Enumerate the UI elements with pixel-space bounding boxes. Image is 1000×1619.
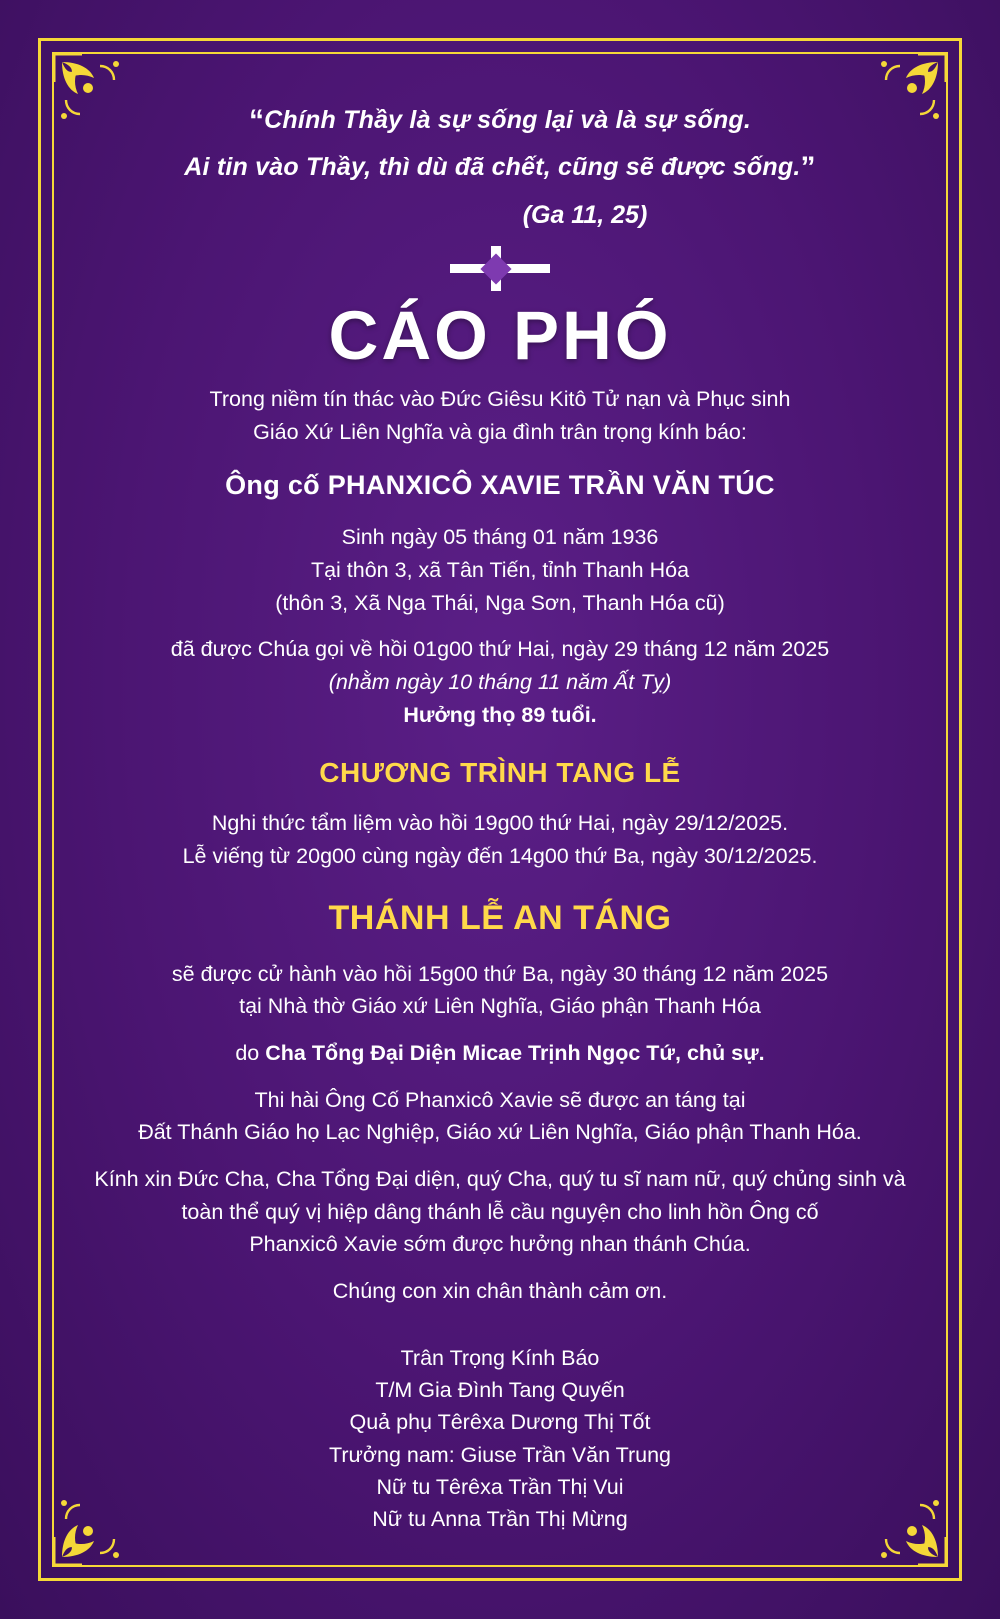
signature-line-2: T/M Gia Đình Tang Quyến [375,1378,625,1403]
signature-block [70,1342,930,1536]
mass-heading: THÁNH LỄ AN TÁNG [328,898,672,937]
close-quote: ” [800,150,816,184]
poster-content [70,70,930,1549]
request-line-2: toàn thể quý vị hiệp dâng thánh lễ cầu nguyện cho linh hồn Ông cố [181,1199,819,1224]
request-line-3: Phanxicô Xavie sớm được hưởng nhan thánh Chúa. [249,1232,751,1257]
open-quote: “ [248,104,265,137]
celebrant-line [70,1037,930,1070]
mass-line-2: tại Nhà thờ Giáo xứ Liên Nghĩa, Giáo phận Thanh Hóa [239,994,761,1019]
deceased-name: Ông cố PHANXICÔ XAVIE TRẦN VĂN TÚC [225,470,775,501]
burial-line-2: Đất Thánh Giáo họ Lạc Nghiệp, Giáo xứ Liên Nghĩa, Giáo phận Thanh Hóa. [138,1120,862,1145]
birth-line-2: Tại thôn 3, xã Tân Tiến, tỉnh Thanh Hóa [310,558,690,583]
signature-line-5: Nữ tu Têrêxa Trần Thị Vui [376,1474,624,1499]
death-line-1: đã được Chúa gọi về hồi 01g00 thứ Hai, ngày 29 tháng 12 năm 2025 [170,637,830,662]
program-line-1: Nghi thức tẩm liệm vào hồi 19g00 thứ Hai, ngày 29/12/2025. [211,811,789,836]
death-age: Hưởng thọ 89 tuổi. [403,702,597,727]
mass-line-1: sẽ được cử hành vào hồi 15g00 thứ Ba, ngày 30 tháng 12 năm 2025 [171,961,829,986]
scripture-line-2 [70,145,930,192]
celebrant-name: Cha Tổng Đại Diện Micae Trịnh Ngọc Tứ, chủ sự. [265,1041,765,1066]
signature-line-3: Quả phụ Têrêxa Dương Thị Tốt [349,1410,651,1435]
signature-line-6: Nữ tu Anna Trần Thị Mừng [372,1507,628,1532]
scripture-reference-row [70,191,930,230]
scripture-line-1 [70,98,930,145]
thanks-line: Chúng con xin chân thành cảm ơn. [332,1279,668,1304]
signature-line-1: Trân Trọng Kính Báo [400,1345,600,1370]
scripture-reference: (Ga 11, 25) [522,201,648,229]
signature-line-4: Trưởng nam: Giuse Trần Văn Trung [329,1442,671,1467]
death-lunar-date: (nhằm ngày 10 tháng 11 năm Ất Tỵ) [328,670,672,695]
birth-line-1: Sinh ngày 05 tháng 01 năm 1936 [341,525,659,550]
scripture-text-1: Chính Thầy là sự sống lại và là sự sống. [264,106,752,134]
celebrant-prefix: do [235,1041,266,1066]
program-line-2: Lễ viếng từ 20g00 cùng ngày đến 14g00 thứ Ba, ngày 30/12/2025. [182,844,818,869]
burial-line-1: Thi hài Ông Cố Phanxicô Xavie sẽ được an táng tại [254,1087,746,1112]
intro-line-2: Giáo Xứ Liên Nghĩa và gia đình trân trọng kính báo: [253,419,747,444]
scripture-quote [70,98,930,191]
birth-line-3: (thôn 3, Xã Nga Thái, Nga Sơn, Thanh Hóa cũ) [275,590,725,615]
scripture-text-2: Ai tin vào Thầy, thì dù đã chết, cũng sẽ được sống. [184,152,801,181]
program-heading: CHƯƠNG TRÌNH TANG LỄ [319,757,681,789]
request-line-1: Kính xin Đức Cha, Cha Tổng Đại diện, quý Cha, quý tu sĩ nam nữ, quý chủng sinh và [94,1167,906,1192]
page-title: CÁO PHÓ [328,297,672,374]
intro-line-1: Trong niềm tín thác vào Đức Giêsu Kitô Tử nạn và Phục sinh [209,387,791,411]
cross-icon [445,244,555,292]
